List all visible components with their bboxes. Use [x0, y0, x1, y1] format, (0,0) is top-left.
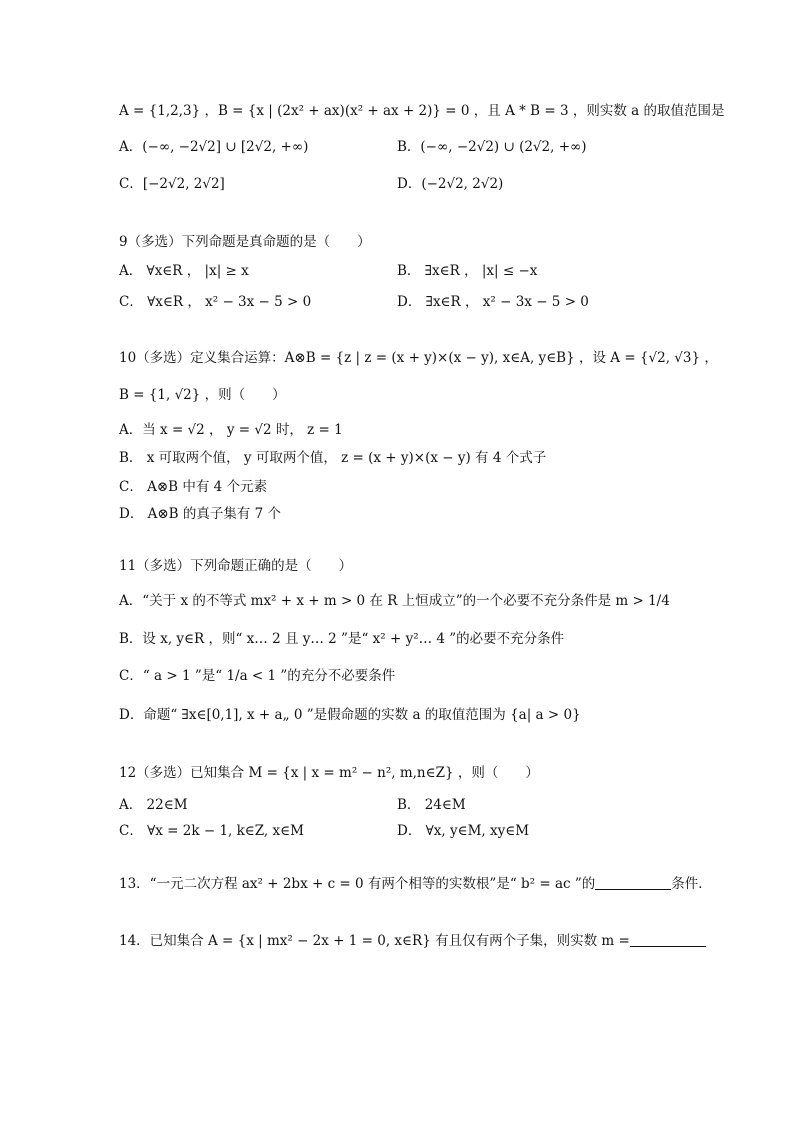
- q11-option-b: B．设 x, y∈R ，则“ x… 2 且 y… 2 ”是“ x² + y²… 4 ”的必要不充分条件: [119, 631, 565, 647]
- q12-option-a: A． 22∈M: [119, 797, 188, 813]
- q11-stem: 11（多选）下列命题正确的是（ ）: [119, 558, 353, 574]
- q8-option-a: A．(−∞, −2√2] ∪ [2√2, +∞): [119, 139, 309, 155]
- q12-option-c: C． ∀x = 2k − 1, k∈Z, x∈M: [119, 823, 304, 839]
- q8-option-c: C．[−2√2, 2√2]: [119, 176, 225, 192]
- q9-option-b: B． ∃x∈R ， |x| ≤ −x: [397, 263, 538, 279]
- q8-option-d: D．(−2√2, 2√2): [397, 176, 504, 192]
- q14-text: 14．已知集合 A = {x | mx² − 2x + 1 = 0, x∈R} 有且仅有两个子集，则实数 m =: [119, 933, 630, 949]
- q14-answer-blank[interactable]: [630, 932, 706, 947]
- q14-line: [119, 932, 706, 950]
- q9-option-d: D． ∃x∈R ， x² − 3x − 5 > 0: [397, 294, 589, 310]
- q10-option-c: C． A⊗B 中有 4 个元素: [119, 479, 268, 495]
- q8-option-b: B．(−∞, −2√2) ∪ (2√2, +∞): [397, 139, 587, 155]
- q13-text: 13．“一元二次方程 ax² + 2bx + c = 0 有两个相等的实数根”是“ b² = ac ”的: [119, 876, 596, 892]
- q12-option-b: B． 24∈M: [397, 797, 466, 813]
- q9-option-a: A． ∀x∈R ， |x| ≥ x: [119, 263, 249, 279]
- q12-option-d: D． ∀x, y∈M, xy∈M: [397, 823, 530, 839]
- q10-option-d: D． A⊗B 的真子集有 7 个: [119, 506, 282, 522]
- q11-option-a: A．“关于 x 的不等式 mx² + x + m > 0 在 R 上恒成立”的一个必要不充分条件是 m > 1/4: [119, 593, 670, 609]
- q13-answer-blank[interactable]: [595, 875, 671, 890]
- q12-stem: 12（多选）已知集合 M = {x | x = m² − n², m,n∈Z} ，则（ ）: [119, 765, 539, 781]
- q10-option-b: B． x 可取两个值， y 可取两个值， z = (x + y)×(x − y) 有 4 个式子: [119, 450, 547, 466]
- q9-option-c: C． ∀x∈R ， x² − 3x − 5 > 0: [119, 294, 312, 310]
- q11-option-c: C．“ a > 1 ”是“ 1/a < 1 ”的充分不必要条件: [119, 668, 396, 684]
- q10-stem-continued: B = {1, √2} ，则（ ）: [119, 387, 286, 403]
- q10-stem: 10（多选）定义集合运算：A⊗B = {z | z = (x + y)×(x − y), x∈A, y∈B} ，设 A = {√2, √3} ，: [119, 350, 718, 366]
- q10-option-a: A．当 x = √2 ， y = √2 时， z = 1: [119, 422, 343, 438]
- q13-line: [119, 875, 712, 893]
- q8-stem: A = {1,2,3} ，B = {x | (2x² + ax)(x² + ax + 2)} = 0 ，且 A * B = 3 ，则实数 a 的取值范围是: [119, 103, 725, 119]
- q9-stem: 9（多选）下列命题是真命题的是（ ）: [119, 234, 371, 250]
- q13-tail: 条件．: [671, 876, 712, 892]
- q11-option-d: D．命题“ ∃x∈[0,1], x + a„ 0 ”是假命题的实数 a 的取值范围为 {a| a > 0}: [119, 707, 581, 723]
